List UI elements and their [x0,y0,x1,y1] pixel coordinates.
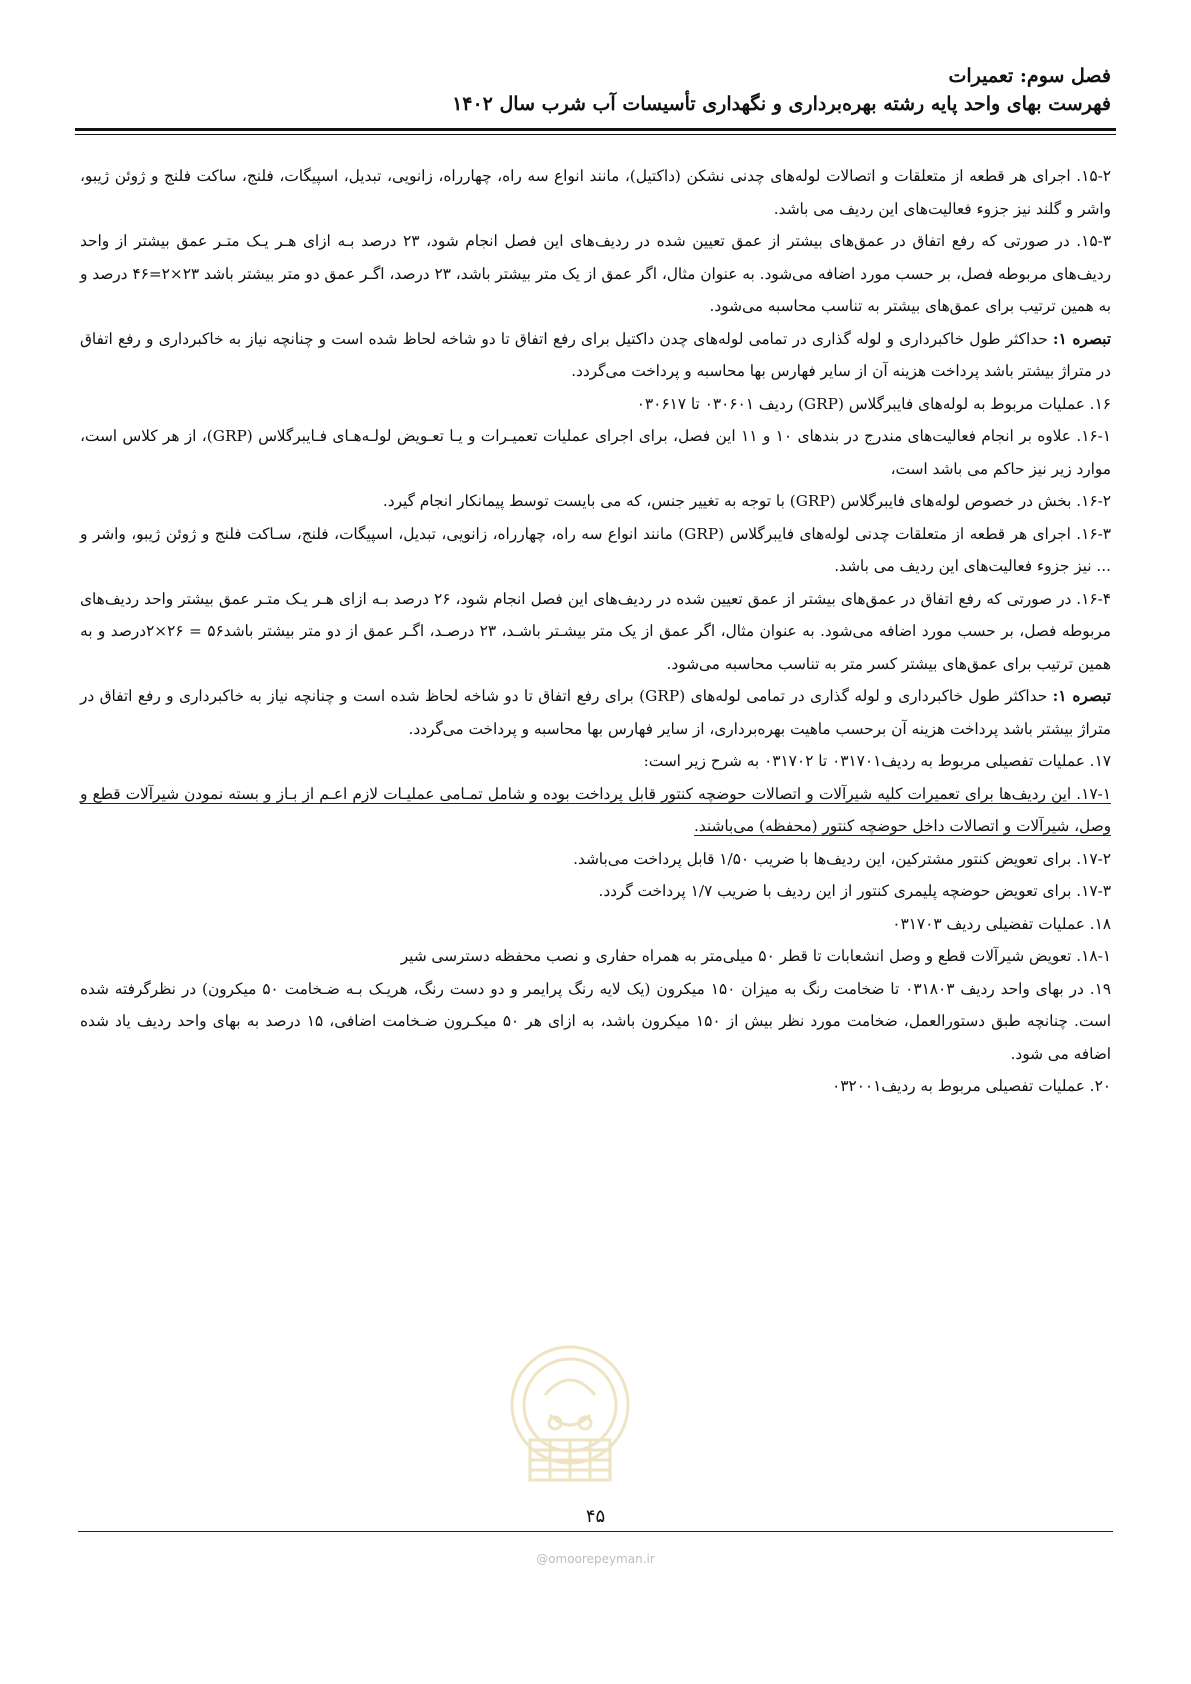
header-rule-thick [75,128,1116,131]
document-title: فهرست بهای واحد پایه رشته بهره‌برداری و نگهداری تأسیسات آب شرب سال ۱۴۰۲ [452,93,1111,115]
seal-watermark-icon [505,1335,635,1495]
note-text: حداکثر طول خاکبرداری و لوله گذاری در تمامی لوله‌های (GRP) برای رفع اتفاق تا دو شاخه لحاظ شده است و چنانچه نیاز به خاکبرداری و رفع اتفاق در متراژ بیشتر باشد پرداخت هزینه آن برحسب ماهیت بهره‌برداری، از سایر فهارس بها محاسبه و پرداخت می‌گردد. [80,687,1111,738]
paragraph-15-2: ۱۵-۲. اجرای هر قطعه از متعلقات و اتصالات لوله‌های چدنی نشکن (داکتیل)، مانند انواع سه راه، چهارراه، زانویی، تبدیل، اسپیگات، فلنج، ساکت فلنج و ژوئن ژیبو، واشر و گلند نیز جزوء فعالیت‌های این ردیف می باشد. [80,167,1111,218]
chapter-title: فصل سوم: تعمیرات [948,65,1111,87]
paragraph-18: ۱۸. عملیات تفضیلی ردیف ۰۳۱۷۰۳ [892,914,1111,933]
body-text [80,160,1111,1103]
paragraph-18-1: ۱۸-۱. تعویض شیرآلات قطع و وصل انشعابات تا قطر ۵۰ میلی‌متر به همراه حفاری و نصب محفظه دسترسی شیر [400,947,1111,965]
page-number: ۴۵ [585,1506,606,1527]
header-rule-thin [75,134,1116,135]
paragraph-17-1 [80,778,1111,843]
note-label: تبصره ۱: [1052,687,1112,705]
paragraph-16-4: ۱۶-۴. در صورتی که رفع اتفاق در عمق‌های بیشتر از عمق تعیین شده در ردیف‌های این فصل انجام شود، ۲۶ درصد بـه ازای هـر یـک متـر عمق بیشتر واحد ردیف‌های مربوطه فصل، بر حسب مورد اضافه می‌شود. به عنوان مثال، اگر عمق از یک متر بیشـتر باشـد، ۲۳ درصـد، اگـر عمق از دو متر بیشتر باشد۵۶ = ۲۶×۲درصد و به همین ترتیب برای عمق‌های بیشتر کسر متر به تناسب محاسبه می‌شود. [80,589,1111,673]
note-label: تبصره ۱: [1052,329,1111,348]
paragraph-16-1: ۱۶-۱. علاوه بر انجام فعالیت‌های مندرج در بندهای ۱۰ و ۱۱ این فصل، برای اجرای عملیات تعمیـرات و یـا تعـویض لولـه‌هـای فـایبرگلاس (GRP)، از هر کلاس است، موارد زیر نیز حاکم می باشد است، [80,427,1112,478]
paragraph-17-2: ۱۷-۲. برای تعویض کنتور مشترکین، این ردیف‌ها با ضریب ۱/۵۰ قابل پرداخت می‌باشد. [573,849,1111,868]
note-text: حداکثر طول خاکبرداری و لوله گذاری در تمامی لوله‌های چدن داکتیل برای رفع اتفاق تا دو شاخه لحاظ شده است و چنانچه نیاز به خاکبرداری و رفع اتفاق در متراژ بیشتر باشد پرداخت هزینه آن از سایر فهارس بها محاسبه و پرداخت می‌گردد. [80,329,1111,380]
paragraph-16-2: ۱۶-۲. بخش در خصوص لوله‌های فایبرگلاس (GRP) با توجه به تغییر جنس، که می بایست توسط پیمانکار انجام گیرد. [382,492,1111,510]
paragraph-16: ۱۶. عملیات مربوط به لوله‌های فایبرگلاس (GRP) ردیف ۰۳۰۶۰۱ تا ۰۳۰۶۱۷ [636,394,1111,413]
paragraph-17: ۱۷. عملیات تفصیلی مربوط به ردیف۰۳۱۷۰۱ تا ۰۳۱۷۰۲ به شرح زیر است: [643,752,1111,770]
paragraph-20: ۲۰. عملیات تفصیلی مربوط به ردیف۰۳۲۰۰۱ [831,1077,1111,1095]
page-header [80,62,1111,118]
paragraph-17-3: ۱۷-۳. برای تعویض حوضچه پلیمری کنتور از این ردیف با ضریب ۱/۷ پرداخت گردد. [598,882,1111,900]
underlined-text: ۱۷-۱. این ردیف‌ها برای تعمیرات کلیه شیرآلات و اتصالات حوضچه کنتور قابل پرداخت بوده و شامل تمـامی عملیـات لازم اعـم از بـاز و بسته نمودن شیرآلات قطع و وصل، شیرآلات و اتصالات داخل حوضچه کنتور (محفظه) می‌باشند. [80,784,1111,835]
site-watermark-text: @omoorepeyman.ir [536,1552,655,1566]
paragraph-19: ۱۹. در بهای واحد ردیف ۰۳۱۸۰۳ تا ضخامت رنگ به میزان ۱۵۰ میکرون (یک لایه رنگ پرایمر و دو دست رنگ، هریـک بـه ضـخامت ۵۰ میکرون) در نظرگرفته شده است. چنانچه طبق دستورالعمل، ضخامت مورد نظر بیش از ۱۵۰ میکرون باشد، به ازای هر ۵۰ میکـرون ضـخامت اضافی، ۱۵ درصد به بهای واحد ردیف یاد شده اضافه می شود. [80,979,1111,1063]
paragraph-16-3: ۱۶-۳. اجرای هر قطعه از متعلقات چدنی لوله‌های فایبرگلاس (GRP) مانند انواع سه راه، چهارراه، زانویی، تبدیل، اسپیگات، فلنج، سـاکت فلنج و ژوئن ژیبو، واشر و ... نیز جزوء فعالیت‌های این ردیف می باشد. [80,524,1111,575]
paragraph-15-3: ۱۵-۳. در صورتی که رفع اتفاق در عمق‌های بیشتر از عمق تعیین شده در ردیف‌های این فصل انجام شود، ۲۳ درصد بـه ازای هـر یـک متـر عمق بیشتر از واحد ردیف‌های مربوطه فصل، بر حسب مورد اضافه می‌شود. به عنوان مثال، اگر عمق از یک متر بیشتر باشد، ۲۳ درصد، اگـر عمق دو متر بیشتر باشد ۲۳×۲=۴۶ درصد و به همین ترتیب برای عمق‌های بیشتر به تناسب محاسبه می‌شود. [80,232,1112,315]
note-paragraph [80,680,1111,745]
note-paragraph [80,323,1111,388]
footer-rule [78,1531,1113,1532]
